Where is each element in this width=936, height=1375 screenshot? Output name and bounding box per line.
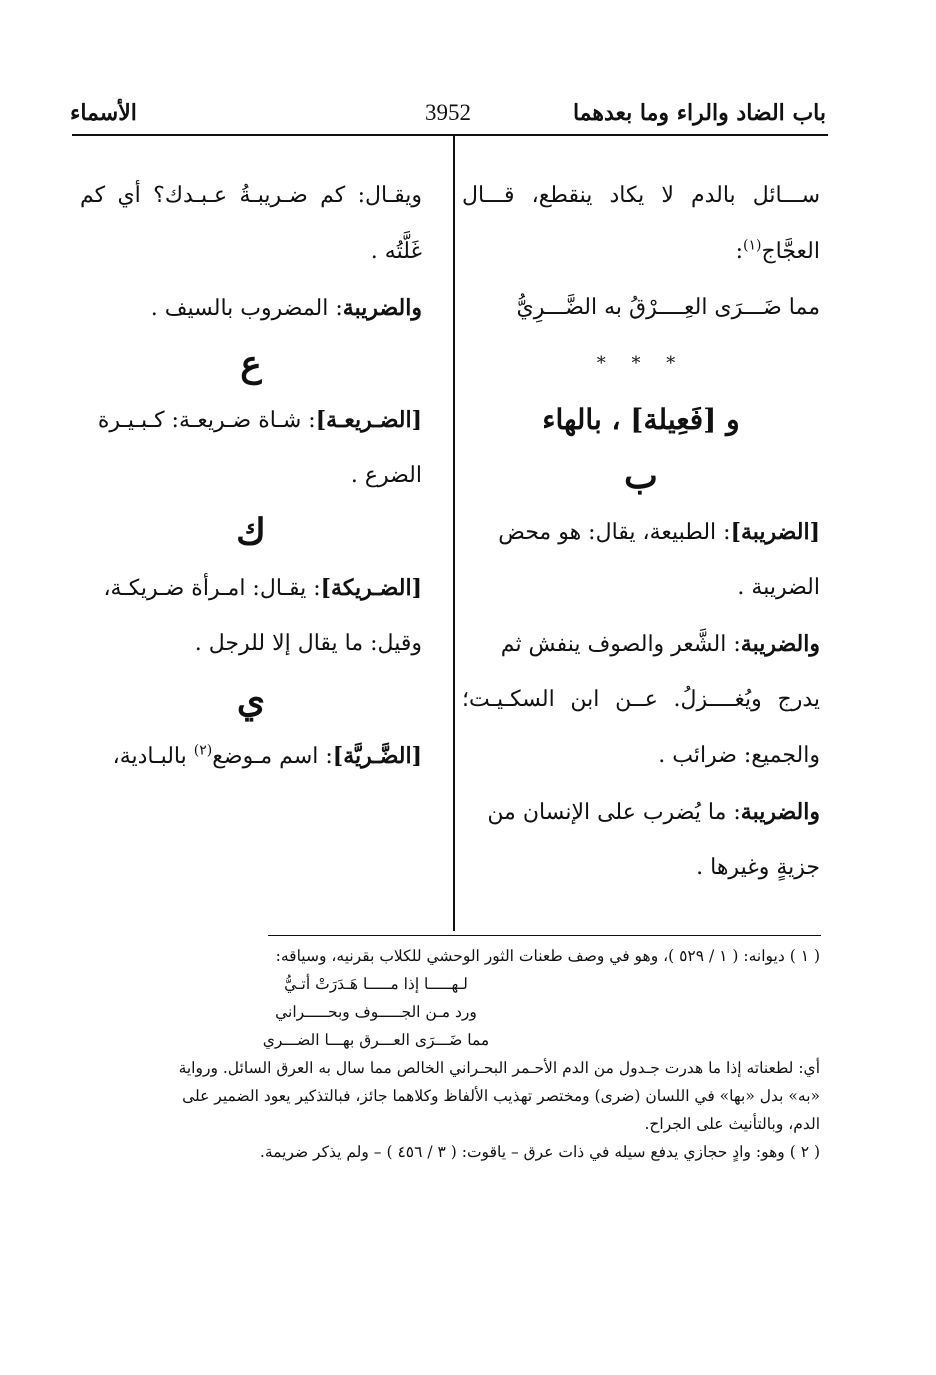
- text-line: وقيل: ما يقال إلا للرجل .: [194, 631, 422, 656]
- entry-headword: والضريبة: [740, 799, 820, 825]
- section-separator: * * *: [596, 353, 686, 374]
- entry-text: : ما يُضرب على الإنسان من: [487, 800, 741, 825]
- left-column: [80, 168, 422, 784]
- subsection-heading: و [فَعِيلة] ، بالهاء: [542, 403, 740, 436]
- entry-text: : يقـال: امـرأة ضـريكـة،: [103, 576, 321, 601]
- entry-line: [80, 392, 422, 448]
- letter-heading: ب: [624, 455, 658, 497]
- entry-line: [462, 504, 820, 560]
- verse-line: مما ضَـــرَى العِــــرْقُ به الضَّـــرِيُّ: [516, 295, 820, 320]
- letter-heading: ي: [236, 679, 266, 721]
- letter-heading: ك: [236, 511, 266, 553]
- text-line: الضرع .: [350, 463, 422, 488]
- letter-heading: ع: [240, 343, 262, 385]
- footnote-verse: لـهـــــا إذا مـــــا هَـدَرَتْ أتـيُّ: [284, 975, 468, 993]
- entry-text: : المضروب بالسيف .: [150, 296, 343, 321]
- text-line: جزيةٍ وغيرها .: [696, 855, 820, 880]
- entry-text: بالبـادية،: [112, 744, 194, 769]
- entry-headword: والضريبة: [342, 295, 422, 321]
- colon: :: [735, 239, 743, 264]
- entry-line: [462, 784, 820, 840]
- entry-line: [80, 280, 422, 336]
- footnote-verse: ورد مـن الجـــــوف وبحـــــراني: [275, 1003, 477, 1021]
- footnotes: [72, 942, 820, 1166]
- footnote-1: ( ١ ) ديوانه: ( ١ / ٥٢٩ )، وهو في وصف طعنات الثور الوحشي للكلاب بقرنيه، وسياقه:: [275, 947, 820, 965]
- footnote-2: ( ٢ ) وهو: وادٍ حجازي يدفع سيله في ذات عرق – ياقوت: ( ٣ / ٤٥٦ ) – ولم يذكر ضريمة.: [259, 1143, 820, 1161]
- column-divider: [453, 136, 455, 931]
- footnote-ref: (٢): [193, 742, 213, 759]
- footnote-text: أي: لطعناته إذا ما هدرت جـدول من الدم الأحـمر البحـراني الخالص مما سال به العرق السائل. ورواية: [178, 1059, 820, 1077]
- text-line: [462, 224, 820, 280]
- entry-line: [80, 728, 422, 784]
- text-line: الضريبة .: [737, 575, 820, 600]
- text-line: ويقـال: كم ضـريبـةُ عـبـدك؟ أي كم: [80, 183, 422, 208]
- right-column: [462, 168, 820, 896]
- header-rule: [72, 134, 828, 136]
- poet-name: العجَّاج: [761, 239, 820, 264]
- entry-text: : الطبيعة، يقال: هو محض: [498, 520, 731, 545]
- entry-text: : شـاة ضـريعـة: كـبـيـرة: [97, 408, 316, 433]
- text-line: غَلَّتُه .: [370, 239, 422, 264]
- footnote-rule: [268, 935, 821, 936]
- section-title: الأسماء: [70, 100, 137, 126]
- footnote-text: الدم، وبالتأنيث على الجراح.: [644, 1115, 820, 1133]
- text-line: يدرج ويُغــــزلُ. عــن ابن السكـيـت؛: [462, 687, 820, 712]
- entry-line: [462, 616, 820, 672]
- entry-headword: [الضَّـريَّة]: [332, 743, 422, 769]
- entry-headword: [الضـريكة]: [320, 575, 422, 601]
- footnote-verse: مما ضَـــرَى العـــرق بهـــا الضـــري: [262, 1031, 490, 1049]
- text-line: ســـائل بالدم لا يكاد ينقطع، قـــال: [462, 183, 820, 208]
- text-line: والجميع: ضرائب .: [658, 743, 820, 768]
- page-number: 3952: [425, 100, 471, 125]
- entry-headword: [الضريبة]: [730, 519, 820, 545]
- entry-headword: والضريبة: [740, 631, 820, 657]
- entry-text: : اسم مـوضع: [212, 744, 333, 769]
- entry-headword: [الضـريعـة]: [315, 407, 422, 433]
- footnote-text: «به» بدل «بها» في اللسان (ضرى) ومختصر تهذيب الألفاظ وكلاهما جائز، فبالتذكير يعود الضمير على: [182, 1087, 820, 1105]
- entry-line: [80, 560, 422, 616]
- chapter-title: باب الضاد والراء وما بعدهما: [572, 100, 826, 126]
- footnote-ref: (١): [742, 237, 762, 254]
- entry-text: : الشَّعر والصوف ينفش ثم: [500, 632, 741, 657]
